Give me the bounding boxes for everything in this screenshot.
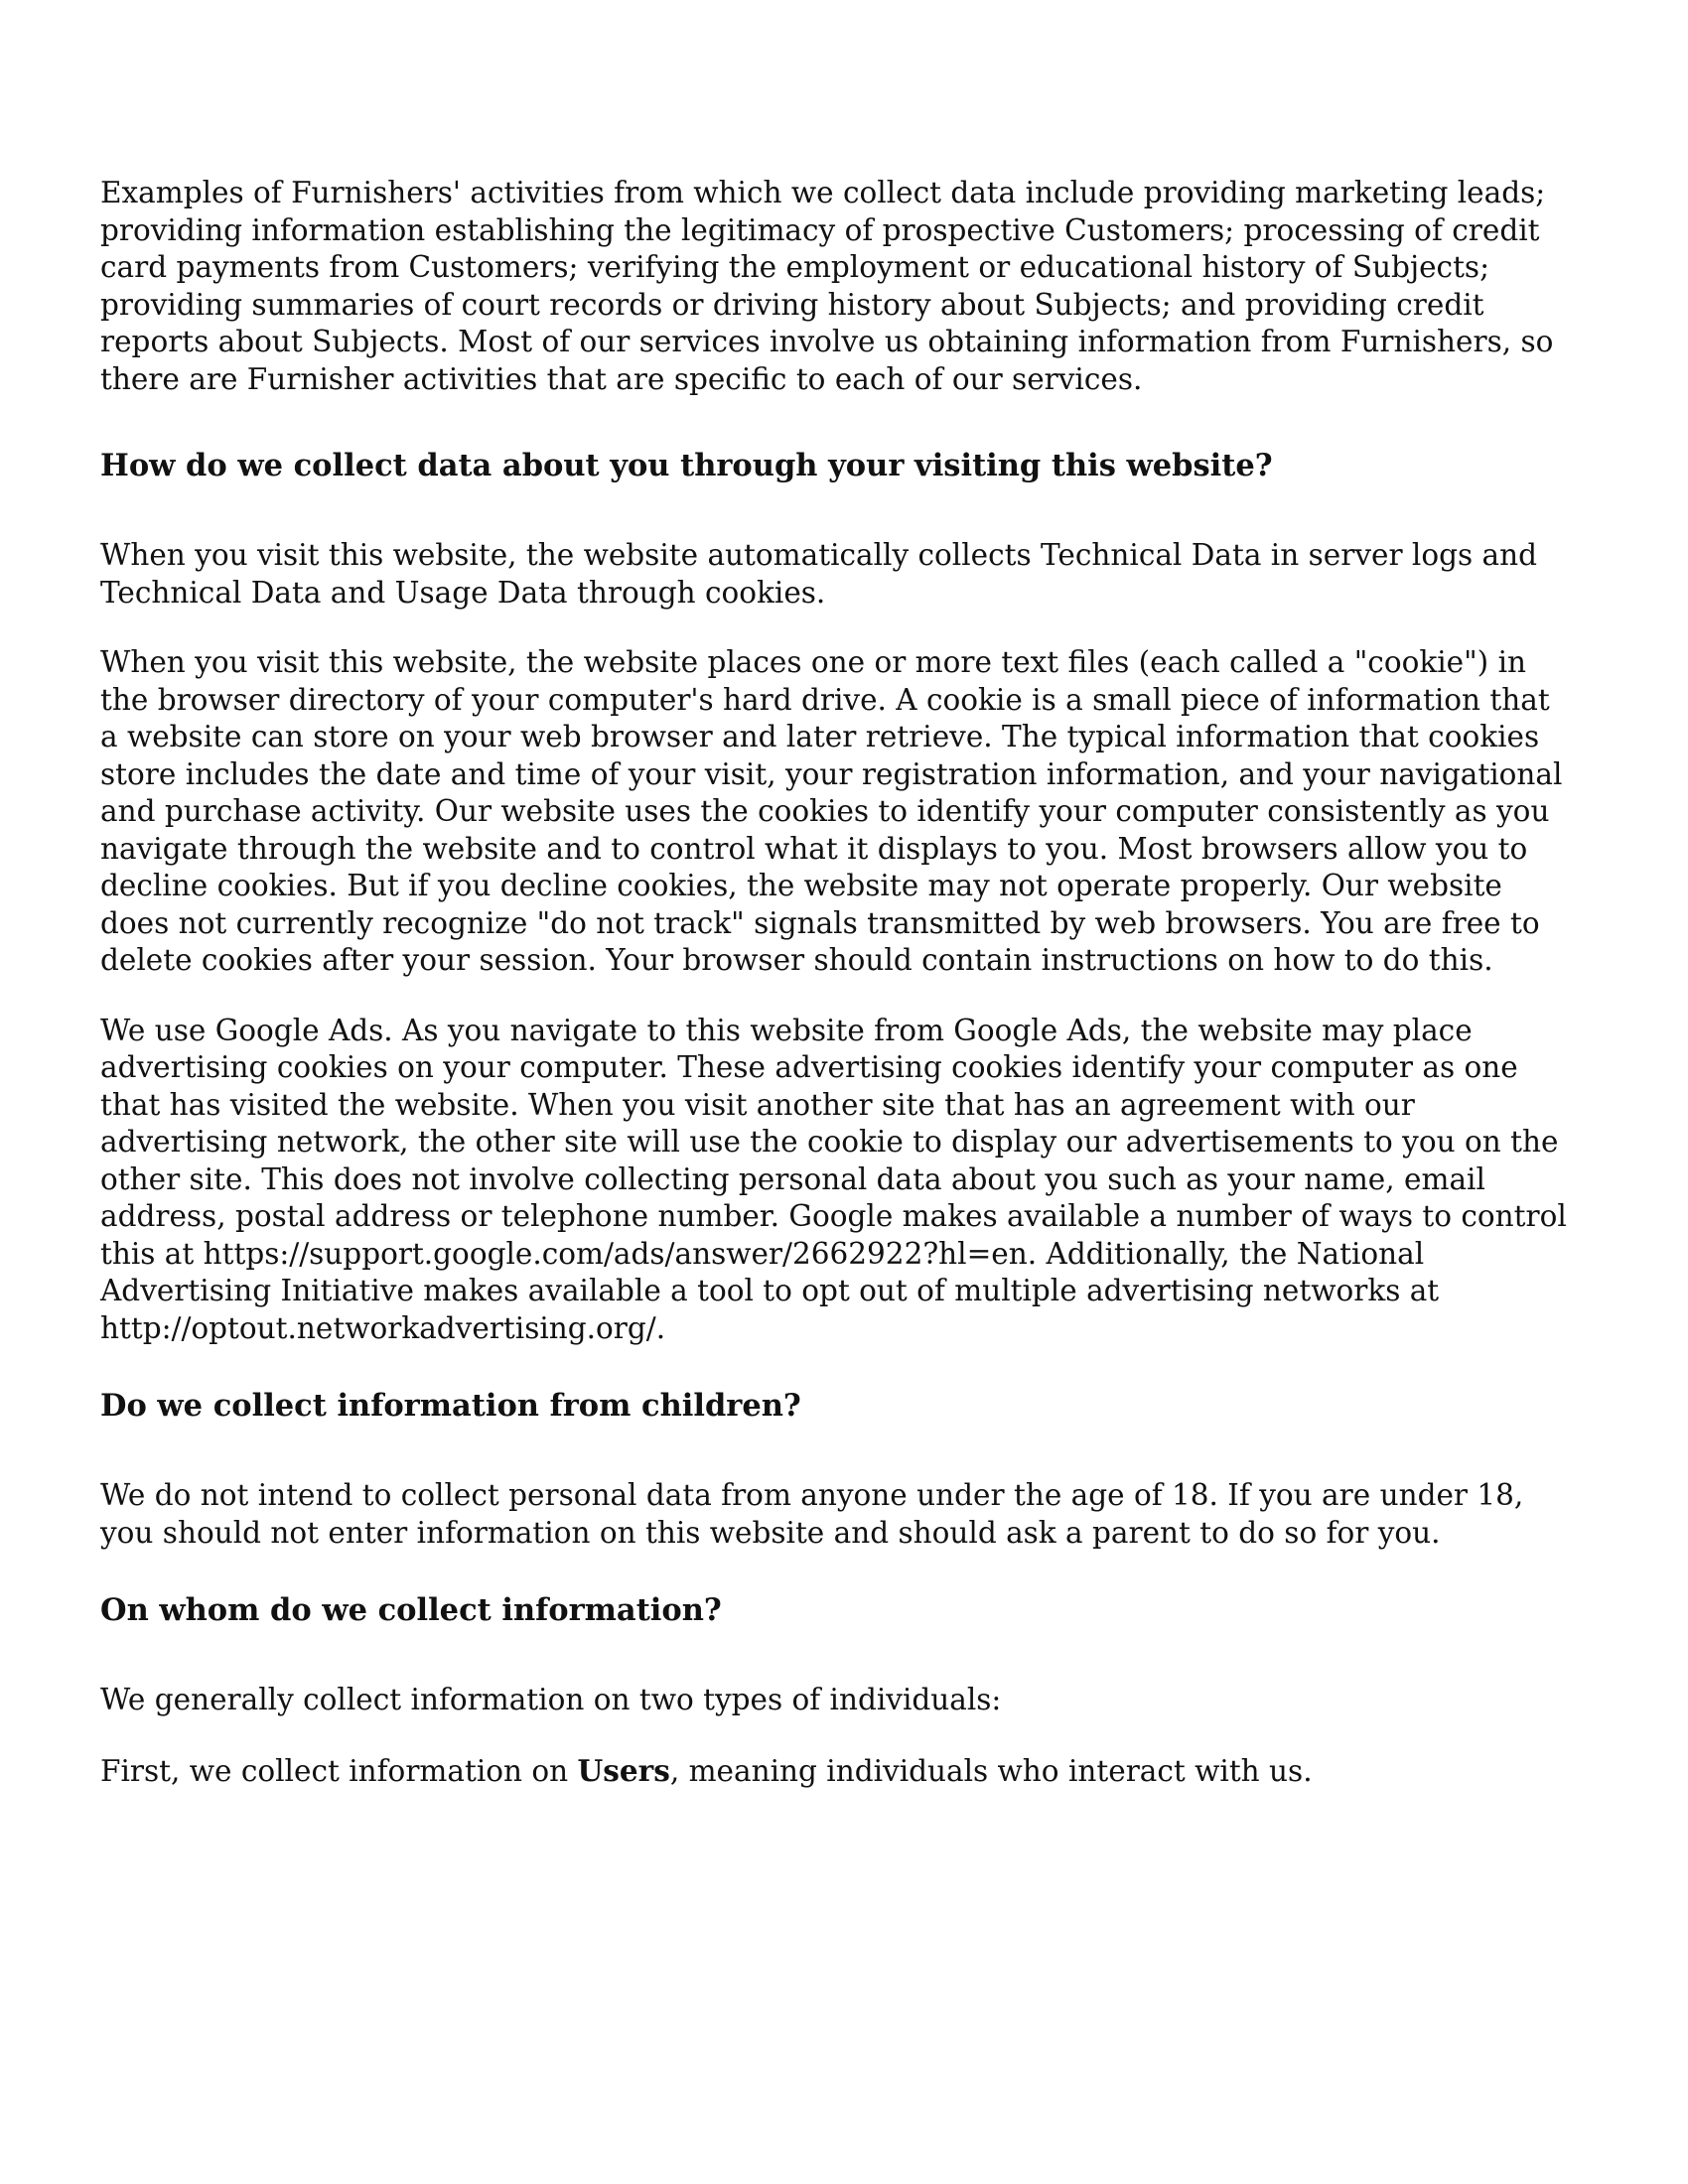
users-prefix-text: First, we collect information on <box>100 1753 578 1788</box>
users-suffix-text: , meaning individuals who interact with us. <box>669 1753 1313 1788</box>
heading-on-whom: On whom do we collect information? <box>100 1592 722 1628</box>
paragraph-furnisher-activities: Examples of Furnishers' activities from which we collect data include providing marketing leads; providing information establishing the legitimacy of prospective Customers; processing of credit card payments from Customers; verifying the employment or educational history of Subjects; providing summaries of court records or driving history about Subjects; and providing credit reports about Subjects. Most of our services involve us obtaining information from Furnishers, so there are Furnisher activities that are specific to each of our services. <box>100 176 1554 396</box>
paragraph-users <box>100 1752 1570 1791</box>
paragraph-cookies: When you visit this website, the website places one or more text files (each called a "cookie") in the browser directory of your computer's hard drive. A cookie is a small piece of information that a website can store on your web browser and later retrieve. The typical information that cookies store includes the date and time of your visit, your registration information, and your navigational and purchase activity. Our website uses the cookies to identify your computer consistently as you navigate through the website and to control what it displays to you. Most browsers allow you to decline cookies. But if you decline cookies, the website may not operate properly. Our website does not currently recognize "do not track" signals transmitted by web browsers. You are free to delete cookies after your session. Your browser should contain instructions on how to do this. <box>100 645 1563 977</box>
document-page <box>100 175 1570 1790</box>
paragraph-server-logs: When you visit this website, the website automatically collects Technical Data in server logs and Technical Data and Usage Data through cookies. <box>100 538 1537 610</box>
paragraph-children: We do not intend to collect personal data from anyone under the age of 18. If you are under 18, you should not enter information on this website and should ask a parent to do so for you. <box>100 1478 1524 1550</box>
heading-website-data-collection: How do we collect data about you through your visiting this website? <box>100 448 1273 483</box>
users-term: Users <box>577 1752 670 1788</box>
heading-children: Do we collect information from children? <box>100 1388 801 1424</box>
paragraph-google-ads: We use Google Ads. As you navigate to this website from Google Ads, the website may place advertising cookies on your computer. These advertising cookies identify your computer as one that has visited the website. When you visit another site that has an agreement with our advertising network, the other site will use the cookie to display our advertisements to you on the other site. This does not involve collecting personal data about you such as your name, email address, postal address or telephone number. Google makes available a number of ways to control this at https://support.google.com/ads/answer/2662922?hl=en. Additionally, the National Advertising Initiative makes available a tool to opt out of multiple advertising networks at http://optout.networkadvertising.org/. <box>100 1013 1567 1345</box>
paragraph-two-types: We generally collect information on two types of individuals: <box>100 1683 1002 1716</box>
